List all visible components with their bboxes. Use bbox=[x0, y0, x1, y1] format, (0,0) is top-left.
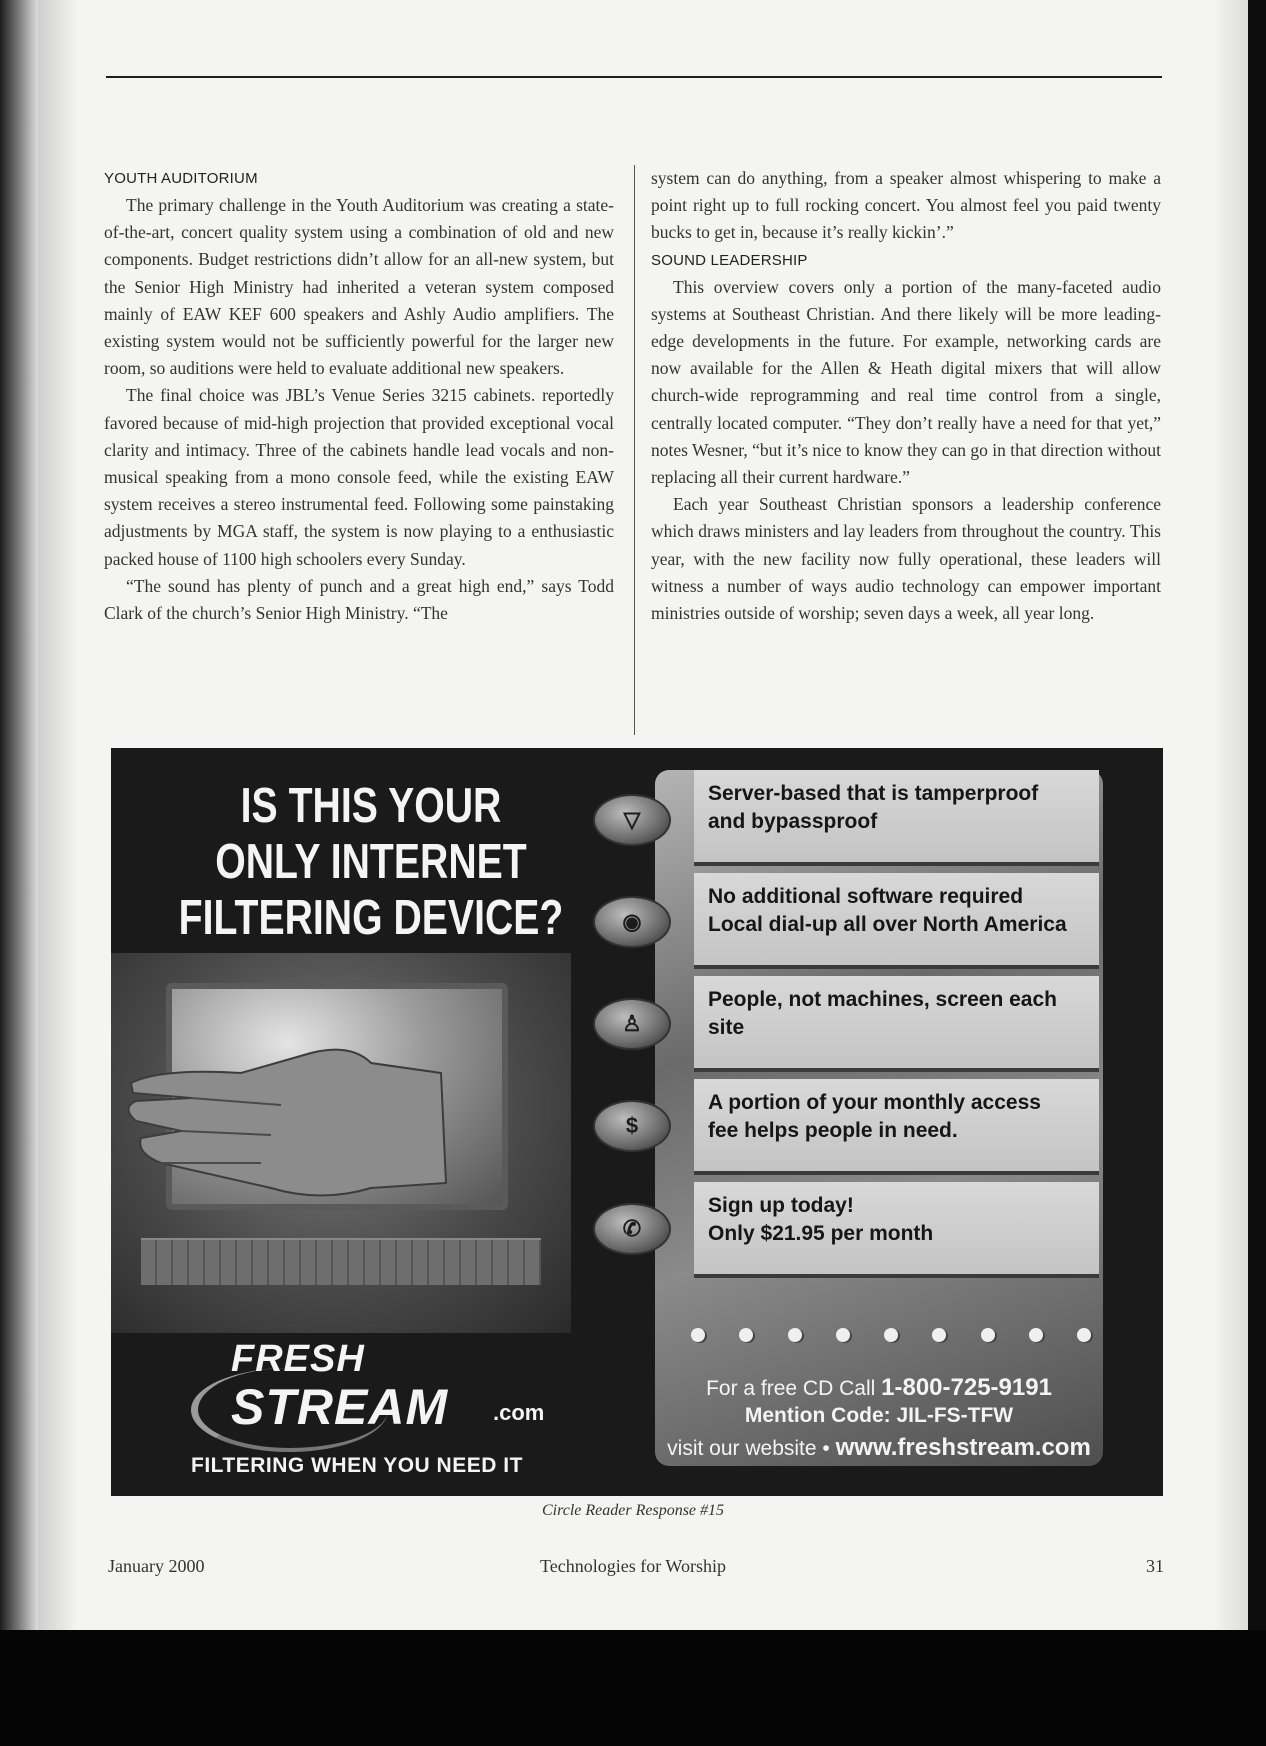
paragraph: Each year Southeast Christian sponsors a leadership conference which draws ministers and lay leaders from throughout the country. This year, with the new facility now fully operational, these leaders will witness a number of ways audio technology can empower important ministries outside of worship; seven days a week, all year long. bbox=[651, 494, 1161, 624]
headline-line: IS THIS YOUR bbox=[240, 779, 502, 833]
monitor-photo bbox=[111, 953, 571, 1333]
footer-date: January 2000 bbox=[108, 1556, 205, 1576]
freshstream-logo bbox=[181, 1338, 581, 1448]
headline-line: FILTERING DEVICE? bbox=[178, 891, 564, 945]
eye-icon: ◉ bbox=[593, 896, 671, 948]
headline-line: ONLY INTERNET bbox=[215, 835, 527, 889]
page-edge-shadow bbox=[1248, 0, 1266, 1630]
dot bbox=[836, 1328, 850, 1342]
hand-image bbox=[121, 1013, 451, 1213]
feature-box bbox=[694, 976, 1099, 1072]
feature-box bbox=[694, 873, 1099, 969]
page-number: 31 bbox=[1146, 1556, 1164, 1576]
feature-line: fee helps people in need. bbox=[708, 1119, 958, 1142]
cta-call-line bbox=[659, 1374, 1099, 1402]
logo-fresh: FRESH bbox=[231, 1338, 365, 1380]
cta-phone: 1-800-725-9191 bbox=[881, 1374, 1052, 1401]
column-divider bbox=[634, 165, 635, 735]
feature-box bbox=[694, 1079, 1099, 1175]
scan-background bbox=[0, 1630, 1266, 1746]
cta-cd-text: For a free CD Call bbox=[706, 1377, 876, 1400]
paragraph: “The sound has plenty of punch and a great high end,” says Todd Clark of the church’s Senior High Ministry. “The bbox=[104, 575, 614, 624]
dot bbox=[981, 1328, 995, 1342]
footer-publication: Technologies for Worship bbox=[540, 1556, 726, 1576]
cta-visit-text: visit our website bbox=[667, 1437, 817, 1460]
header-rule bbox=[106, 76, 1162, 78]
feature-line: A portion of your monthly access bbox=[708, 1091, 1041, 1114]
feature-line: Local dial-up all over North America bbox=[708, 913, 1067, 936]
funnel-icon: ▽ bbox=[593, 794, 671, 846]
ad-headline bbox=[171, 778, 571, 946]
dot bbox=[691, 1328, 705, 1342]
decorative-dots bbox=[691, 1328, 1091, 1342]
logo-dotcom: .com bbox=[493, 1400, 545, 1425]
feature-line: and bypassproof bbox=[708, 810, 878, 833]
ad-tagline: FILTERING WHEN YOU NEED IT bbox=[191, 1454, 523, 1477]
feature-line: People, not machines, screen each bbox=[708, 988, 1057, 1011]
binding-shadow bbox=[0, 0, 38, 1630]
cta-mention-code: Mention Code: JIL-FS-TFW bbox=[744, 1404, 1014, 1427]
reader-response-caption: Circle Reader Response #15 bbox=[541, 1502, 725, 1519]
dot bbox=[1029, 1328, 1043, 1342]
dot bbox=[932, 1328, 946, 1342]
dot bbox=[788, 1328, 802, 1342]
feature-line: No additional software required bbox=[708, 885, 1024, 908]
dollar-icon: $ bbox=[593, 1100, 671, 1152]
keyboard-image bbox=[141, 1238, 541, 1285]
feature-line: Server-based that is tamperproof bbox=[708, 782, 1039, 805]
person-icon: ♙ bbox=[593, 998, 671, 1050]
cta-website: www.freshstream.com bbox=[835, 1434, 1091, 1461]
feature-line: Only $21.95 per month bbox=[708, 1222, 934, 1245]
article-left-column bbox=[104, 165, 614, 627]
feature-box bbox=[694, 1182, 1099, 1278]
paragraph-continuation: system can do anything, from a speaker almost whispering to make a point right up to full rocking concert. You almost feel you paid twenty bucks to get in, because it’s really kickin’.” bbox=[651, 168, 1161, 243]
paragraph: The primary challenge in the Youth Auditorium was creating a state-of-the-art, concert quality system using a combination of old and new components. Budget restrictions didn’t allow for an all-new system, but the Senior High Ministry had inherited a veteran system composed mainly of EAW KEF 600 speakers and Ashly Audio amplifiers. The existing system would not be sufficiently powerful for the larger new room, so auditions were held to evaluate additional new speakers. bbox=[104, 195, 614, 379]
logo-stream: STREAM bbox=[231, 1379, 449, 1435]
feature-line: site bbox=[708, 1016, 745, 1039]
paragraph: This overview covers only a portion of the many-faceted audio systems at Southeast Christian. And there likely will be more leading-edge developments in the future. For example, networking cards are now available for the Allen & Heath digital mixers that will allow church-wide reprogramming and real time control from a single, centrally located computer. “They don’t really have a need for that yet,” notes Wesner, “but it’s nice to know they can go in that direction without replacing all their current hardware.” bbox=[651, 276, 1161, 488]
dot bbox=[1077, 1328, 1091, 1342]
phone-icon: ✆ bbox=[593, 1203, 671, 1255]
paragraph: The final choice was JBL’s Venue Series 3215 cabinets. reportedly favored because of mid-high projection that provided exceptional vocal clarity and intimacy. Three of the cabinets handle lead vocals and non-musical speaking from a mono console feed, while the existing EAW system receives a stereo instrumental feed. Following some painstaking adjustments by MGA staff, the system is now playing to a enthusiastic packed house of 1100 high schoolers every Sunday. bbox=[104, 385, 614, 569]
freshstream-advertisement bbox=[111, 748, 1163, 1496]
cta-website-line bbox=[659, 1434, 1099, 1462]
feature-box bbox=[694, 770, 1099, 866]
dot bbox=[884, 1328, 898, 1342]
dot bbox=[739, 1328, 753, 1342]
section-heading-sound-leadership: SOUND LEADERSHIP bbox=[651, 251, 808, 269]
section-heading-youth-auditorium: YOUTH AUDITORIUM bbox=[104, 170, 258, 187]
article-right-column bbox=[651, 165, 1161, 627]
feature-line: Sign up today! bbox=[708, 1194, 854, 1217]
bullet-icon: • bbox=[822, 1437, 830, 1460]
